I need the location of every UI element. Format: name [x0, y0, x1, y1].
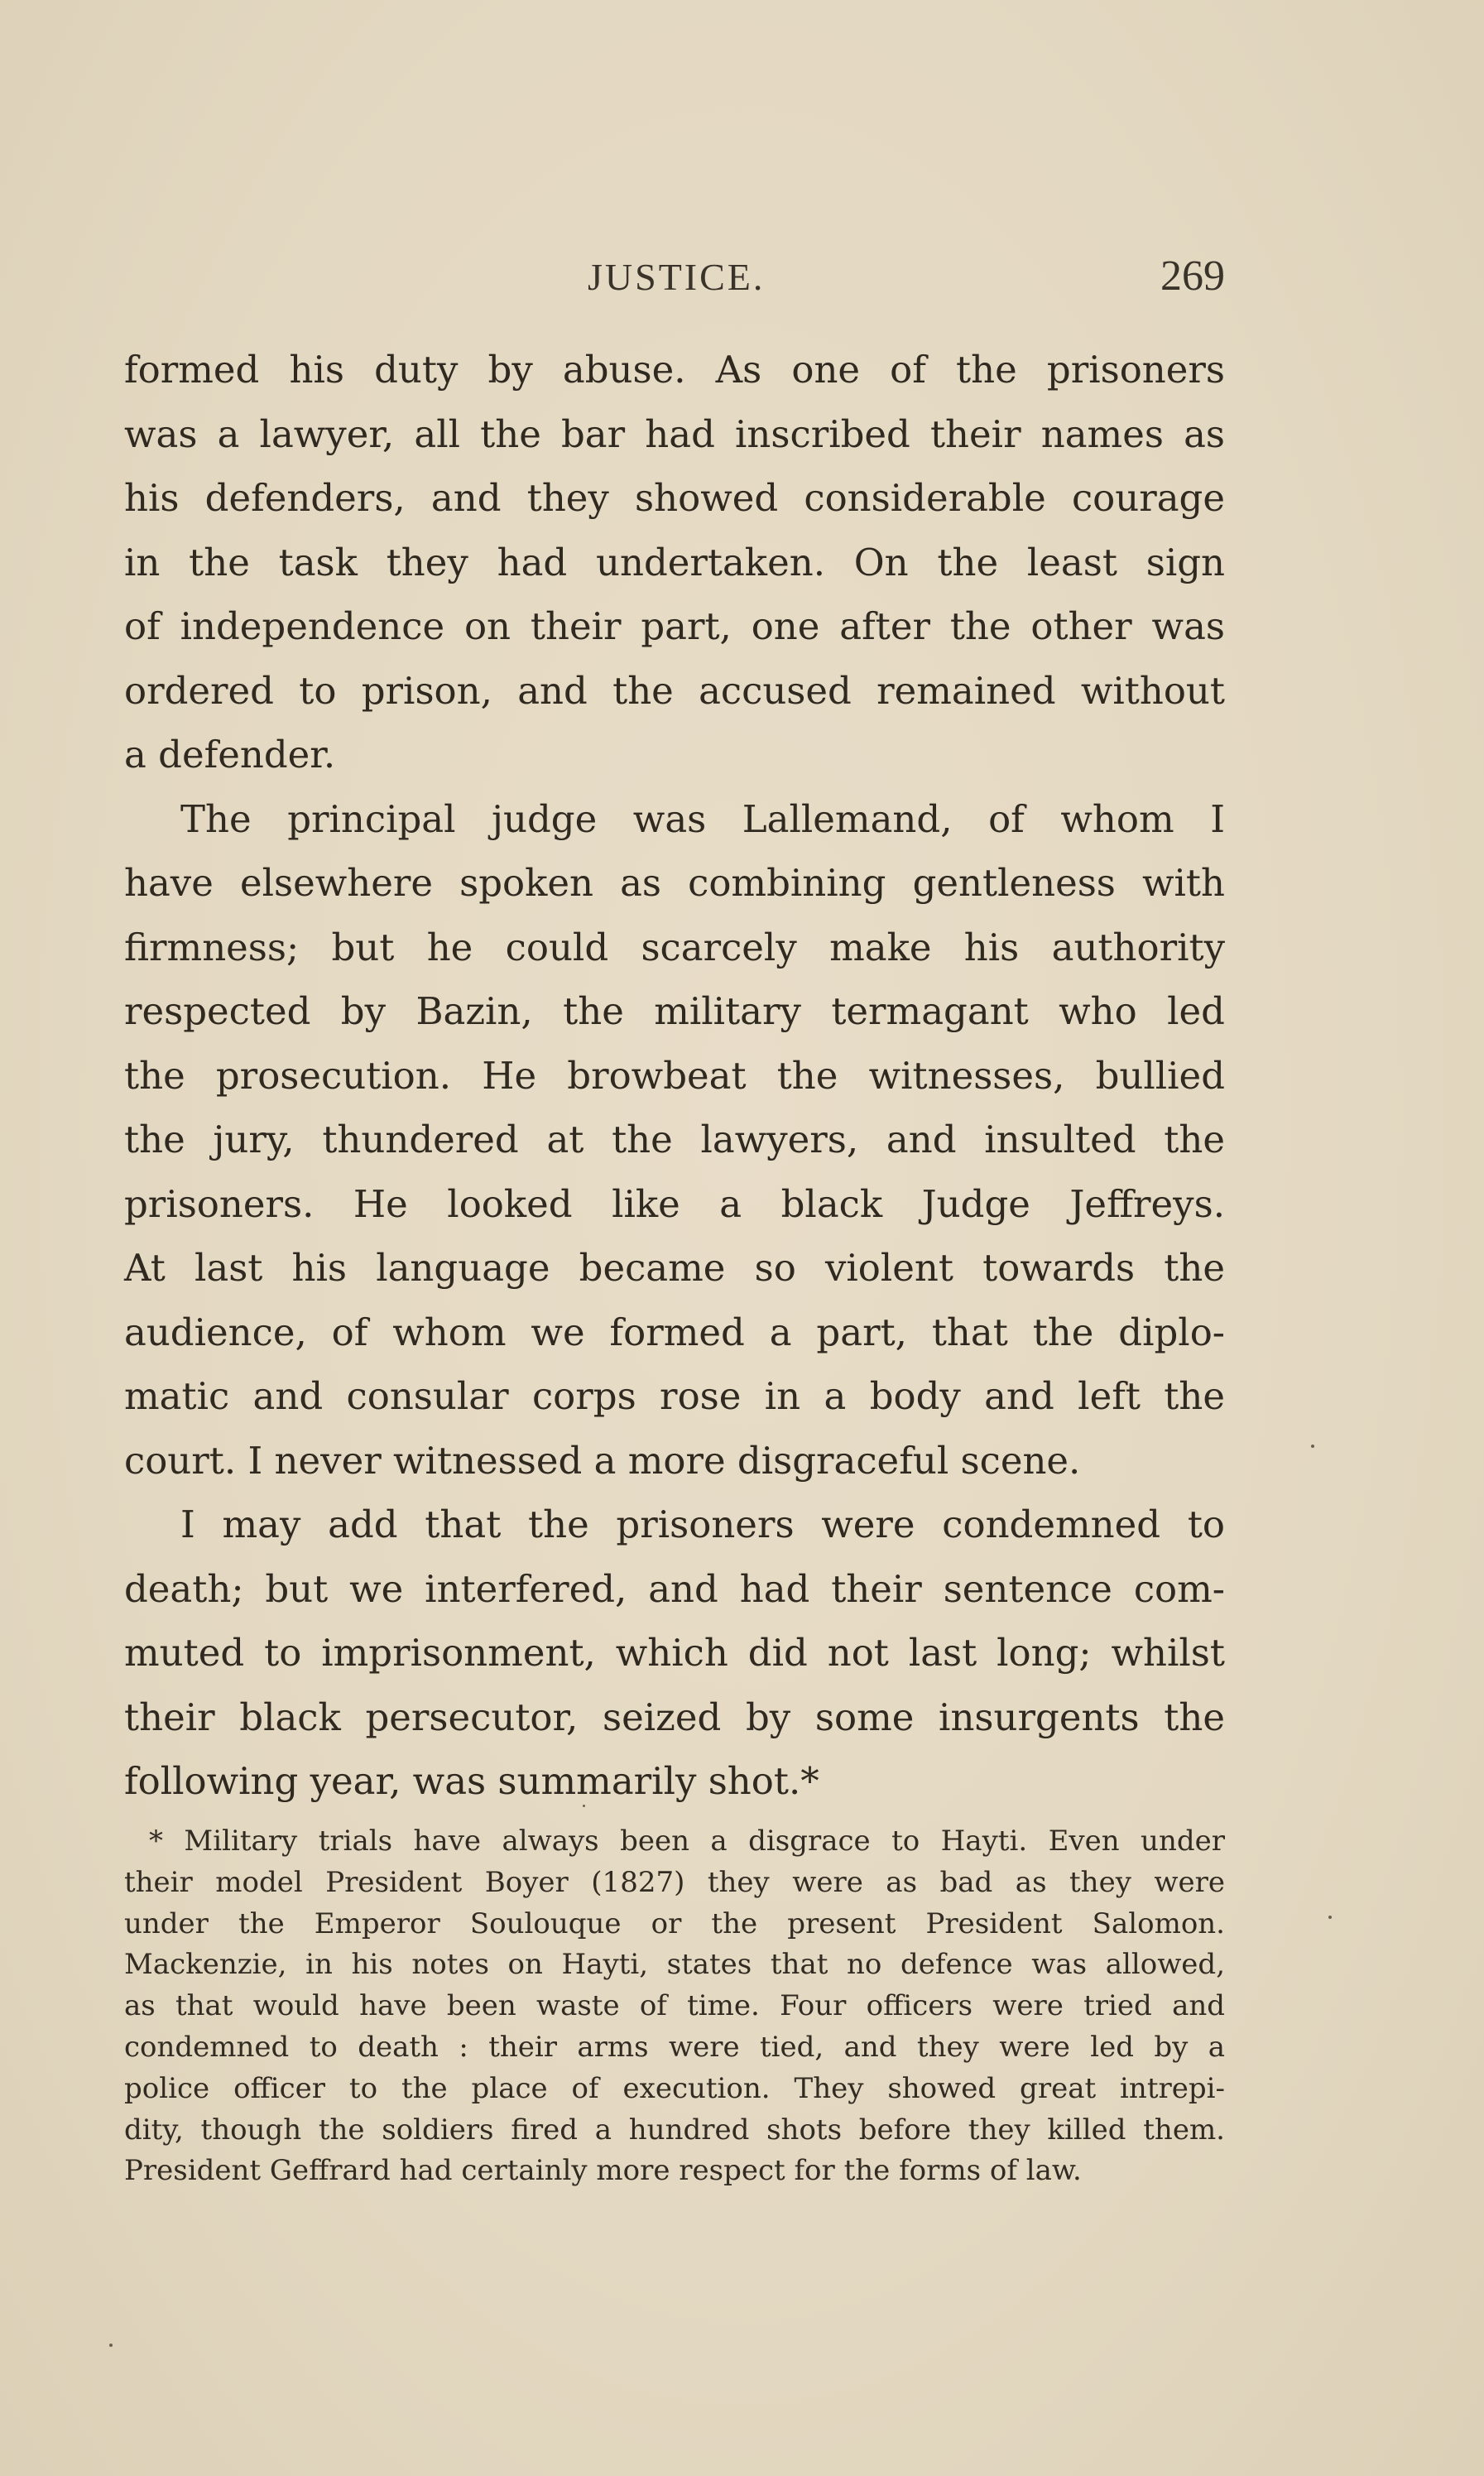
body-line: in the task they had undertaken. On the least sign: [124, 540, 1225, 584]
body-line: matic and consular corps rose in a body and left the: [124, 1374, 1225, 1418]
body-line: I may add that the prisoners were condemned to: [180, 1502, 1225, 1546]
paper-speck: [1311, 1445, 1314, 1448]
footnote-line: President Geffrard had certainly more respect for the forms of law.: [124, 2154, 1082, 2188]
page-number: 269: [1160, 252, 1225, 300]
body-line: ordered to prison, and the accused remained without: [124, 668, 1225, 713]
body-line: prisoners. He looked like a black Judge Jeffreys.: [124, 1181, 1225, 1226]
body-line: the prosecution. He browbeat the witnesses, bullied: [124, 1053, 1225, 1098]
body-line: was a lawyer, all the bar had inscribed their names as: [124, 411, 1225, 456]
body-line: formed his duty by abuse. As one of the prisoners: [124, 348, 1225, 392]
paper-speck: [109, 2344, 113, 2347]
running-head: JUSTICE.: [588, 256, 766, 298]
footnote: [124, 1821, 1225, 2192]
footnote-line: under the Emperor Soulouque or the present President Salomon.: [124, 1906, 1225, 1940]
body-line: The principal judge was Lallemand, of whom I: [180, 796, 1225, 841]
footnote-line: their model President Boyer (1827) they were as bad as they were: [124, 1865, 1225, 1899]
body-line: audience, of whom we formed a part, that the diplo-: [124, 1310, 1225, 1354]
body-line: court. I never witnessed a more disgraceful scene.: [124, 1438, 1081, 1483]
body-line: muted to imprisonment, which did not last long; whilst: [124, 1631, 1225, 1675]
body-line: death; but we interfered, and had their sentence com-: [124, 1566, 1225, 1611]
footnote-line: dity, though the soldiers fired a hundred shots before they killed them.: [124, 2113, 1225, 2147]
body-line: their black persecutor, seized by some insurgents the: [124, 1695, 1225, 1739]
footnote-line: condemned to death : their arms were tied, and they were led by a: [124, 2030, 1225, 2064]
body-text: [124, 338, 1225, 1814]
footnote-line: as that would have been waste of time. Four officers were tried and: [124, 1989, 1225, 2023]
body-line: firmness; but he could scarcely make his authority: [124, 925, 1225, 969]
footnote-line: * Military trials have always been a disgrace to Hayti. Even under: [149, 1825, 1225, 1858]
body-line: a defender.: [124, 733, 336, 776]
body-line: of independence on their part, one after the other was: [124, 604, 1225, 648]
body-line: following year, was summarily shot.*: [124, 1759, 819, 1803]
body-line: respected by Bazin, the military termagant who led: [124, 989, 1225, 1033]
page-header: [124, 252, 1225, 305]
body-line: have elsewhere spoken as combining gentleness with: [124, 861, 1225, 905]
paper-speck: [583, 1805, 585, 1807]
body-line: his defenders, and they showed considerable courage: [124, 476, 1225, 520]
footnote-line: police officer to the place of execution. They showed great intrepi-: [124, 2071, 1225, 2105]
paper-speck: [1328, 1916, 1332, 1919]
body-line: At last his language became so violent towards the: [124, 1246, 1225, 1290]
footnote-line: Mackenzie, in his notes on Hayti, states that no defence was allowed,: [124, 1948, 1225, 1982]
body-line: the jury, thundered at the lawyers, and insulted the: [124, 1118, 1225, 1161]
